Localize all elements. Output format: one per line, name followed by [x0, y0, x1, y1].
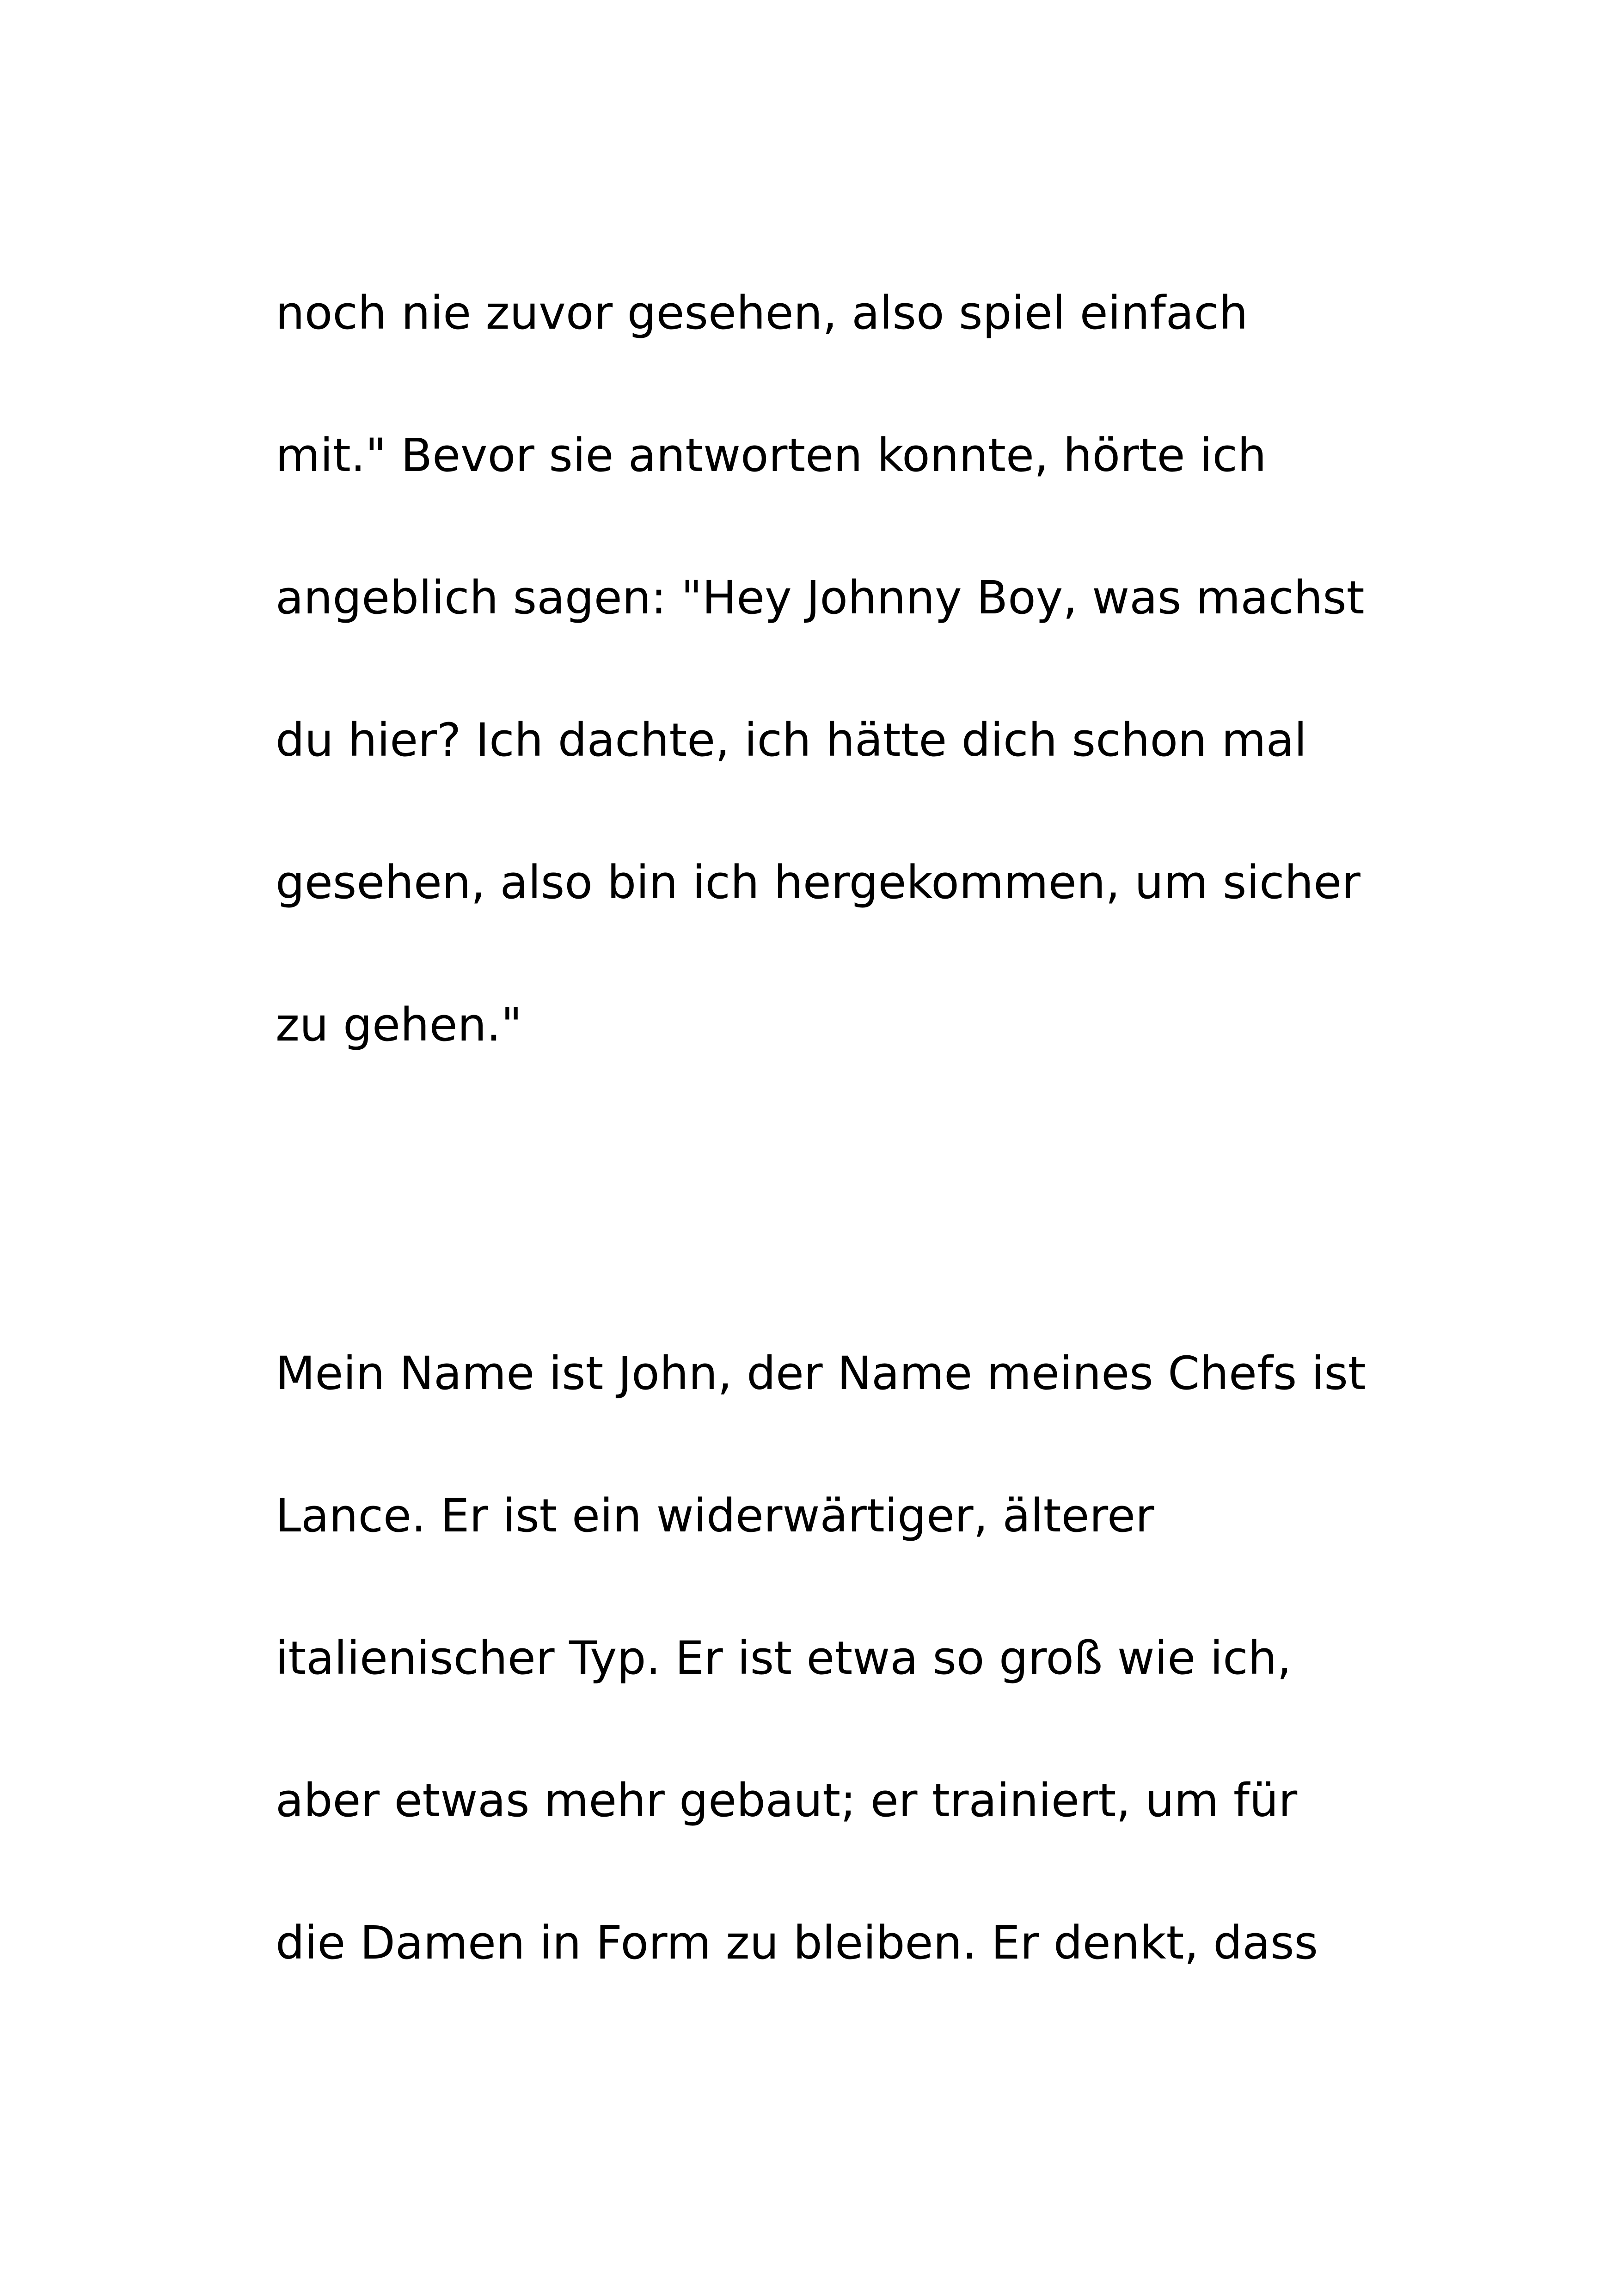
text-line: noch nie zuvor gesehen, also spiel einfach [276, 287, 1248, 340]
text-line: mit." Bevor sie antworten konnte, hörte ich [276, 429, 1267, 482]
text-line: Lance. Er ist ein widerwärtiger, älterer [276, 1489, 1154, 1543]
text-line: angeblich sagen: "Hey Johnny Boy, was machst [276, 571, 1365, 625]
text-line: die Damen in Form zu bleiben. Er denkt, dass [276, 1916, 1318, 1970]
text-line: gesehen, also bin ich hergekommen, um sicher [276, 856, 1361, 909]
text-line: aber etwas mehr gebaut; er trainiert, um für [276, 1774, 1298, 1827]
text-line: italienischer Typ. Er ist etwa so groß wie ich, [276, 1632, 1292, 1685]
text-line: zu gehen." [276, 998, 522, 1052]
text-line: du hier? Ich dachte, ich hätte dich schon mal [276, 714, 1307, 767]
text-line: Mein Name ist John, der Name meines Chefs ist [276, 1347, 1366, 1400]
